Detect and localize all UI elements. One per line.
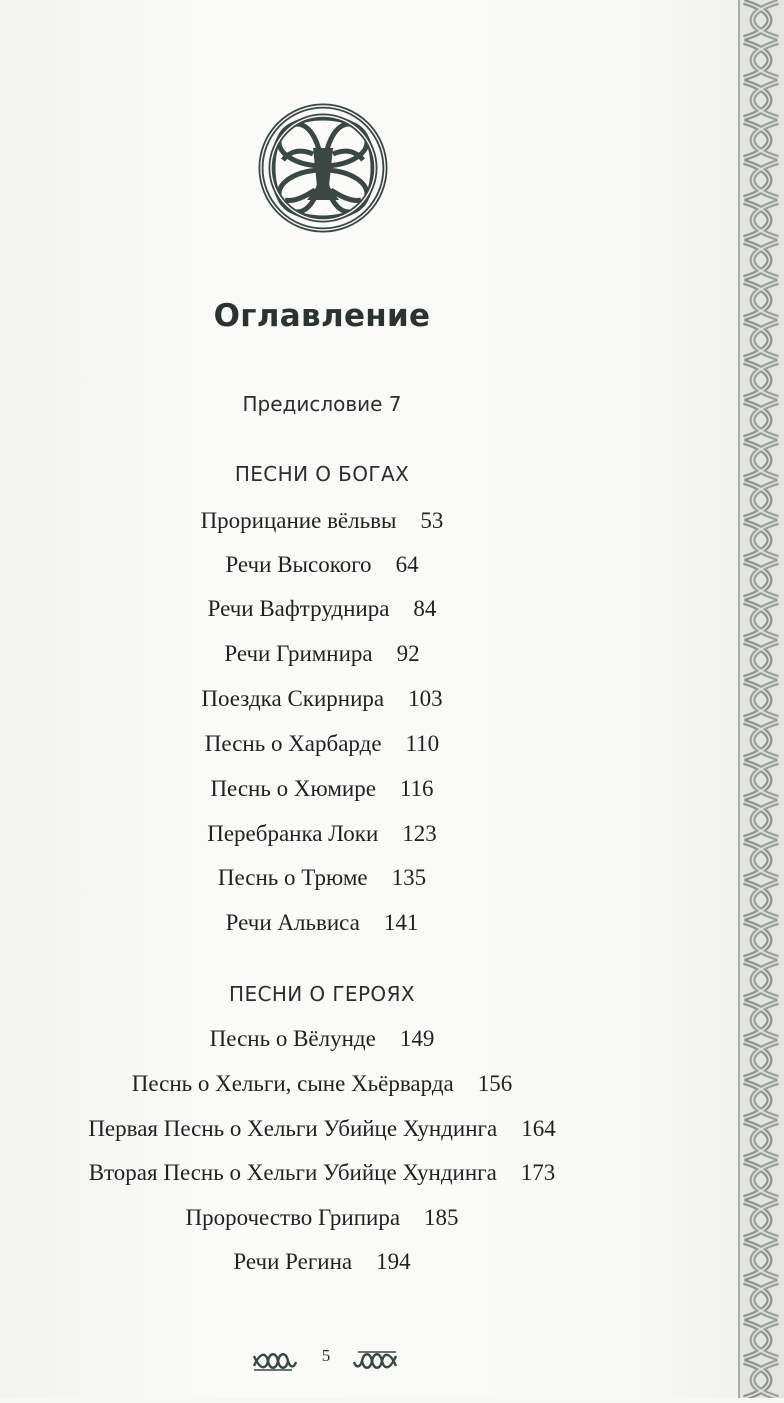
toc-entry[interactable] [0, 1116, 644, 1142]
knot-ornament-left-icon [252, 1350, 298, 1372]
toc-entry-title: Речи Высокого [225, 552, 372, 577]
toc-entry-page: 116 [399, 776, 434, 801]
toc-entry-title: Речи Регина [233, 1249, 353, 1274]
toc-entry[interactable] [0, 1205, 644, 1231]
celtic-knot-border-icon [738, 0, 784, 1398]
page-number: 5 [321, 1346, 331, 1365]
toc-entry-title: Песнь о Хельги, сыне Хьёрварда [131, 1071, 454, 1096]
toc-preface: Предисловие 7 [242, 392, 402, 416]
toc-entry[interactable] [0, 776, 644, 802]
page-title: Оглавление [213, 298, 431, 334]
toc-entry[interactable] [0, 1249, 644, 1275]
toc-entry-title: Песнь о Трюме [217, 865, 368, 890]
toc-entry-page: 92 [396, 641, 420, 666]
toc-entry[interactable] [0, 1026, 644, 1052]
toc-entry-page: 64 [395, 552, 419, 577]
toc-entry[interactable] [0, 821, 644, 847]
toc-entry-page: 141 [383, 910, 419, 935]
toc-entry-title: Первая Песнь о Хельги Убийце Хундинга [88, 1116, 498, 1141]
toc-entry[interactable] [0, 686, 644, 712]
toc-entry-title: Речи Вафтруднира [207, 596, 390, 621]
toc-entry-page: 156 [477, 1071, 513, 1096]
toc-entry[interactable] [0, 641, 644, 667]
toc-entry-title: Песнь о Хюмире [210, 776, 376, 801]
toc-entry[interactable] [0, 731, 644, 757]
knot-ornament-right-icon [352, 1350, 398, 1372]
toc-entry[interactable] [0, 1160, 644, 1186]
toc-entry-page: 173 [520, 1160, 556, 1185]
toc-entry-title: Песнь о Харбарде [204, 731, 382, 756]
toc-entry-page: 84 [413, 596, 437, 621]
toc-entry-page: 123 [402, 821, 437, 846]
toc-entry-page: 194 [376, 1249, 411, 1274]
toc-entry-page: 185 [424, 1205, 459, 1230]
toc-entry-title: Пророчество Грипира [185, 1205, 401, 1230]
toc-entry-title: Вторая Песнь о Хельги Убийце Хундинга [88, 1160, 497, 1185]
toc-entry-page: 103 [408, 686, 443, 711]
toc-entry-title: Перебранка Локи [207, 821, 379, 846]
toc-entry-page: 135 [391, 865, 427, 890]
toc-entry[interactable] [0, 1071, 644, 1097]
toc-entry[interactable] [0, 865, 644, 891]
toc-entry-page: 110 [405, 731, 440, 756]
toc-entry[interactable] [0, 508, 644, 534]
toc-entry-page: 53 [420, 508, 444, 533]
toc-entry-title: Речи Гримнира [224, 641, 373, 666]
toc-entry-title: Речи Альвиса [225, 910, 360, 935]
toc-entry[interactable] [0, 910, 644, 936]
toc-entry-title: Прорицание вёльвы [200, 508, 397, 533]
toc-entry[interactable] [0, 552, 644, 578]
toc-entry-title: Песнь о Вёлунде [209, 1026, 376, 1051]
toc-entry[interactable] [0, 596, 644, 622]
toc-entry-page: 164 [521, 1116, 556, 1141]
section-title-gods: ПЕСНИ О БОГАХ [234, 462, 410, 486]
toc-entry-title: Поездка Скирнира [201, 686, 385, 711]
tree-of-life-icon [249, 94, 397, 242]
celtic-border [738, 0, 784, 1398]
section-title-heroes: ПЕСНИ О ГЕРОЯХ [229, 982, 415, 1006]
toc-entry-page: 149 [399, 1026, 435, 1051]
